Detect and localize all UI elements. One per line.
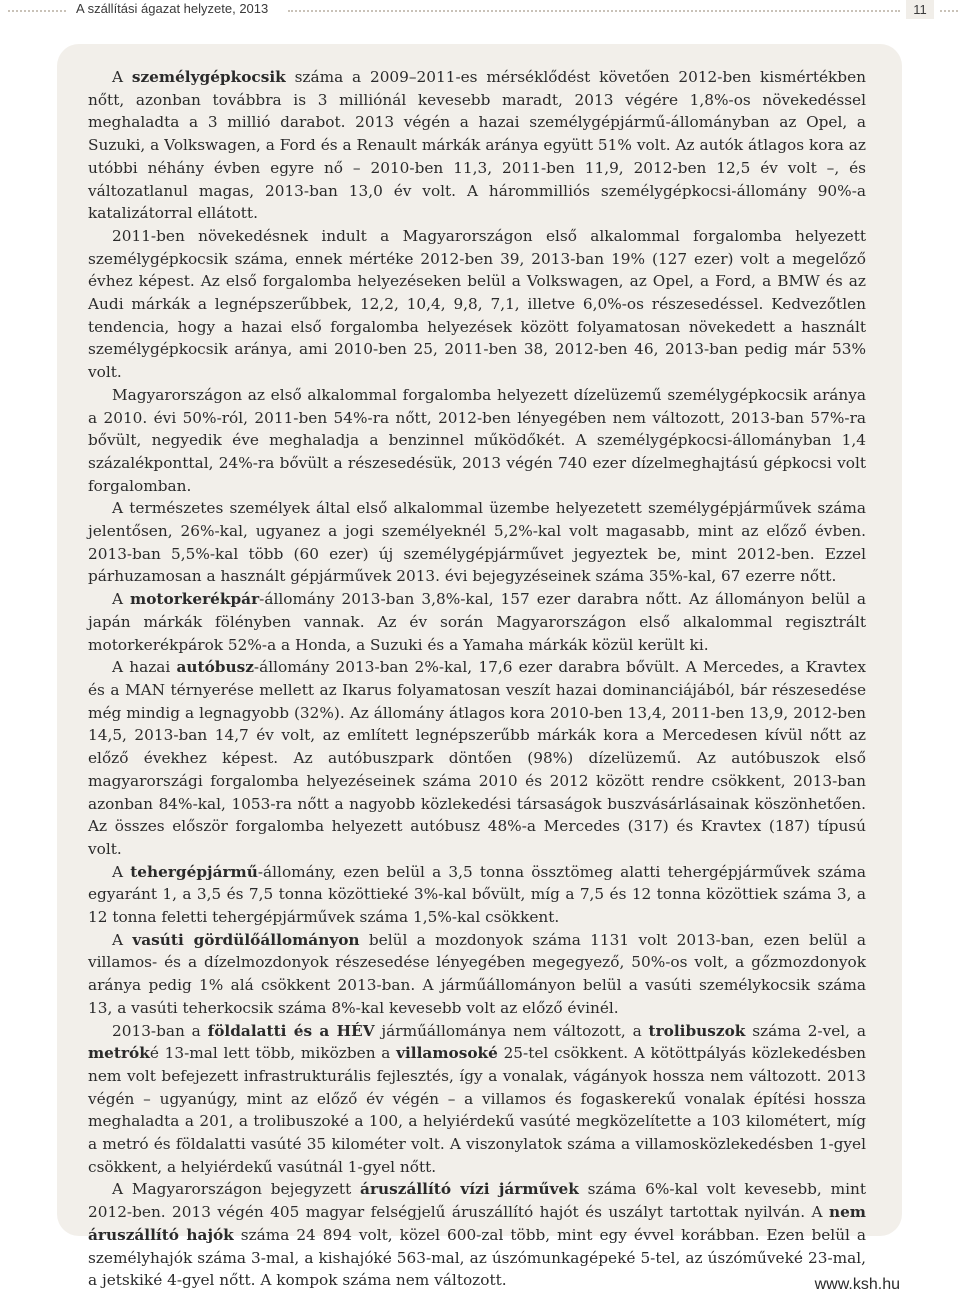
footer-url: www.ksh.hu <box>814 1276 900 1293</box>
emphasized-term: metrók <box>88 1044 150 1063</box>
paragraph <box>88 861 866 929</box>
paragraph-text: A <box>112 930 133 949</box>
emphasized-term: vasúti gördülőállományon <box>132 930 360 949</box>
paragraph-text: 2013-ban a <box>112 1021 208 1040</box>
paragraph <box>88 66 866 225</box>
running-header <box>0 0 960 20</box>
emphasized-term: személygépkocsik <box>131 68 286 86</box>
paragraph-text: A <box>112 68 132 86</box>
paragraph <box>88 225 866 384</box>
emphasized-term: motorkerékpár <box>130 590 260 609</box>
page-number: 11 <box>906 0 934 19</box>
emphasized-term: nem áruszállító hajók <box>88 1203 866 1244</box>
emphasized-term: trolibuszok <box>648 1021 746 1040</box>
header-dotted-rule-left <box>8 10 66 12</box>
paragraph-text: száma 24 894 volt, közel 600-zal több, mint egy évvel korábban. Ezen belül a személyhajók száma 3-mal, a kishajóké 563-mal, az úszómunkagépeké 5-tel, az úszóműveké 23-mal, a jetskiké 4-gyel nőtt. A kompok száma nem változott. <box>88 1225 866 1290</box>
paragraph <box>88 929 866 1020</box>
emphasized-term: villamosoké <box>396 1044 498 1063</box>
paragraph-text: A <box>112 590 131 609</box>
paragraph-text: száma 6%-kal volt kevesebb, mint 2012-ben. 2013 végén 405 magyar felségjelű áruszállító hajót és uszályt tartottak nyilván. A <box>88 1180 866 1222</box>
paragraph-text: belül a mozdonyok száma 1131 volt 2013-ban, ezen belül a villamos- és a dízelmozdonyok részesedése lényegében megegyező, 50%-os volt, a gőzmozdonyok aránya pedig 1% alá csökkent 2013-ban. A járműállományon belül a vasúti személykocsik száma 13, a vasúti teherkocsik száma 8%-kal kevesebb volt az előző évinél. <box>88 930 866 1017</box>
paragraph-text: A természetes személyek által első alkalommal üzembe helyezetett személygépjárművek száma jelentősen, 26%-kal, ugyanez a jogi személyeknél 5,2%-kal volt magasabb, mint az előző évben. 2013-ban 5,5%-kal több (60 ezer) új személygépjárművet jegyeztek be, mint 2012-ben. Ezzel párhuzamosan a használt gépjárművek 2013. évi bejegyzéseinek száma 35%-kal, 67 ezerre nőtt. <box>88 499 866 586</box>
paragraph <box>88 1178 866 1292</box>
paragraph-text: 2011-ben növekedésnek indult a Magyarországon első alkalommal forgalomba helyezett személygépkocsik száma, ennek mértéke 2012-ben 39, 2013-ban 19% (127 ezer) volt a megelőző évhez képest. Az első forgalomba helyezéseken belül a Volkswagen, az Opel, a Ford, a BMW és az Audi márkák a legnépszerűbbek, 12,2, 10,4, 9,8, 7,1, illetve 6,0%-os részesedéssel. Kedvezőtlen tendencia, hogy a hazai első forgalomba helyezések között folyamatosan növekedett a használt személygépkocsik aránya, ami 2010-ben 25, 2011-ben 38, 2012-ben 46, 2013-ban pedig már 53% volt. <box>88 226 866 382</box>
paragraph-text: -állomány, ezen belül a 3,5 tonna össztömeg alatti tehergépjárművek száma egyaránt 1, a 3,5 és 7,5 tonna közöttieké 3%-kal bővült, míg a 7,5 és 12 tonna közöttiek száma 3, a 12 tonna feletti tehergépjárművek száma 1,5%-kal csökkent. <box>88 862 866 927</box>
header-dotted-rule-right <box>940 10 958 12</box>
paragraph <box>88 497 866 588</box>
header-dotted-rule <box>288 10 900 12</box>
emphasized-term: földalatti és a HÉV <box>207 1021 375 1040</box>
body-text <box>88 66 866 1292</box>
paragraph-text: Magyarországon az első alkalommal forgalomba helyezett dízelüzemű személygépkocsik aránya a 2010. évi 50%-ról, 2011-ben 54%-ra nőtt, 2012-ben lényegében nem változott, 2013-ban 57%-ra bővült, negyedik éve meghaladja a benzinnel működőkét. A személygépkocsi-állományban 1,4 százalékponttal, 24%-ra bővült a részesedésük, 2013 végén 740 ezer dízelmeghajtású gépkocsi volt forgalomban. <box>88 385 866 495</box>
emphasized-term: áruszállító vízi járművek <box>360 1180 579 1199</box>
emphasized-term: tehergépjármű <box>130 862 258 881</box>
paragraph <box>88 384 866 498</box>
paragraph-text: -állomány 2013-ban 2%-kal, 17,6 ezer darabra bővült. A Mercedes, a Kravtex és a MAN térnyerése mellett az Ikarus folyamatosan veszít hazai dominanciájából, bár részesedése még mindig a legnagyobb (32%). Az állomány átlagos kora 2010-ben 13,4, 2011-ben 13,9, 2012-ben 14,5, 2013-ban 14,7 év volt, az említett legnépszerűbb márkák kora a Mercedesen kívül nőtt az előző évekhez képest. Az autóbuszpark döntően (98%) dízelüzemű. Az autóbuszok első magyarországi forgalomba helyezéseinek száma 2010 és 2012 között rendre csökkent, 2013-ban azonban 84%-kal, 1053-ra nőtt a nagyobb közlekedési társaságok buszvásárlásainak köszönhetően. Az összes először forgalomba helyezett autóbusz 48%-a Mercedes (317) és Kravtex (187) típusú volt. <box>88 658 866 858</box>
paragraph-text: é 13-mal lett több, miközben a <box>149 1044 397 1063</box>
paragraph-text: 25-tel csökkent. A kötöttpályás közlekedésben nem volt befejezett infrastrukturális fejlesztés, így a vonalak, vágányok hossza nem változott. 2013 végén – ugyanúgy, mint az előző év végén – a villamos és fogaskerekű vonalak építési hossza meghaladta a 201, a trolibuszoké a 100, a helyiérdekű vasúté megközelítette a 103 kilométert, míg a metró és földalatti vasúté 35 kilométer volt. A viszonylatok száma a villamosközlekedésben 1-gyel csökkent, a helyiérdekű vasútnál 1-gyel nőtt. <box>88 1044 866 1176</box>
paragraph-text: járműállománya nem változott, a <box>374 1021 649 1040</box>
running-title: A szállítási ágazat helyzete, 2013 <box>76 1 269 16</box>
paragraph-text: -állomány 2013-ban 3,8%-kal, 157 ezer darabra nőtt. Az állományon belül a japán márkák fölényben vannak. Az év során Magyarországon első alkalommal regisztrált motorkerékpárok 52%-a a Honda, a Suzuki és a Yamaha márkák közül került ki. <box>88 590 866 654</box>
paragraph <box>88 1020 866 1179</box>
paragraph-text: száma a 2009–2011-es mérséklődést követően 2012-ben kismértékben nőtt, azonban továbbra is 3 milliónál kevesebb maradt, 2013 végére 1,8%-os növekedéssel meghaladta a 3 millió darabot. 2013 végén a hazai személygépjármű-állományban az Opel, a Suzuki, a Volkswagen, a Ford és a Renault márkák aránya együtt 51% volt. Az autók átlagos kora az utóbbi néhány évben egyre nő – 2010-ben 11,3, 2011-ben 11,9, 2012-ben 12,5 év volt –, és változatlanul magas, 2013-ban 13,0 év volt. A hárommilliós személygépkocsi-állomány 90%-a katalizátorral ellátott. <box>88 68 866 223</box>
paragraph <box>88 588 866 656</box>
paragraph-text: A <box>112 862 131 881</box>
paragraph <box>88 656 866 860</box>
paragraph-text: A hazai <box>112 658 177 677</box>
emphasized-term: autóbusz <box>176 658 254 677</box>
paragraph-text: A Magyarországon bejegyzett <box>112 1180 361 1199</box>
paragraph-text: száma 2-vel, a <box>745 1021 866 1040</box>
